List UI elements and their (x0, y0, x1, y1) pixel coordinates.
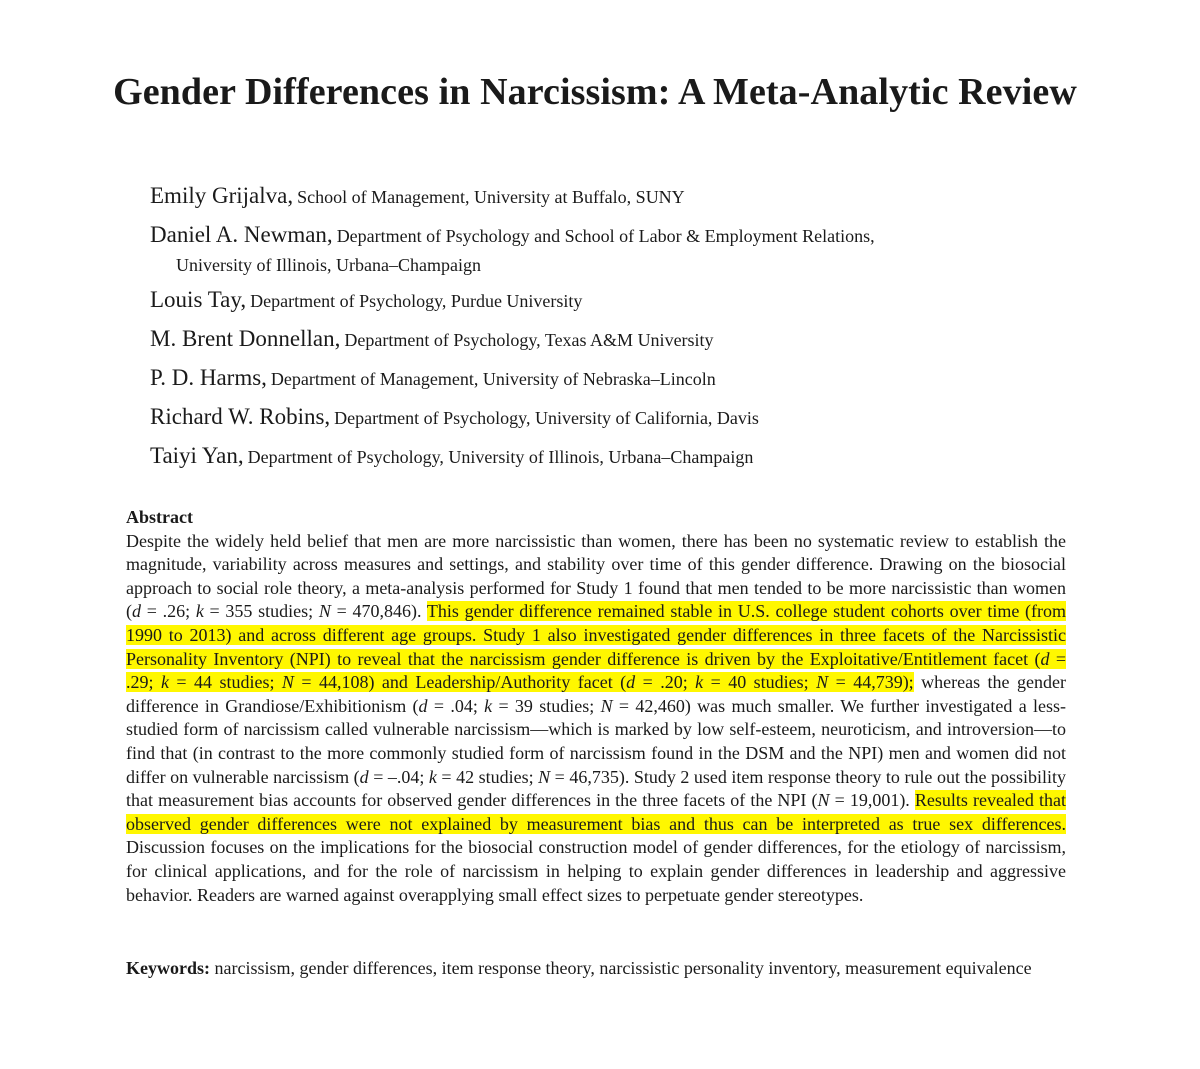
author-entry (150, 321, 1100, 360)
keywords-text: narcissism, gender differences, item response theory, narcissistic personality inventory, measurement equivalence (210, 958, 1032, 978)
author-affiliation: School of Management, University at Buffalo, SUNY (297, 187, 685, 207)
author-entry (150, 217, 1100, 278)
author-affiliation: Department of Psychology, University of California, Davis (334, 408, 759, 428)
author-name: Louis Tay, (150, 287, 247, 312)
author-name: Taiyi Yan, (150, 443, 244, 468)
keywords (126, 957, 1066, 981)
paper-title: Gender Differences in Narcissism: A Meta-Analytic Review (113, 71, 1077, 113)
author-affiliation-continued: University of Illinois, Urbana–Champaign (176, 255, 481, 275)
author-name: M. Brent Donnellan, (150, 326, 341, 351)
highlighted-passage: Results revealed that observed gender differences were not explained by measurement bias and thus can be interpreted as true sex differences. (126, 790, 1066, 834)
highlighted-passage: This gender difference remained stable in U.S. college student cohorts over time (from 1990 to 2013) and across different age groups. Study 1 also investigated gender differences in three facets of the Narcissistic Personality Inventory (NPI) to reveal that the narcissism gender difference is driven by the Exploitative/Entitlement facet (d = .29; k = 44 studies; N = 44,108) and Leadership/Authority facet (d = .20; k = 40 studies; N = 44,739); (126, 601, 1067, 693)
author-affiliation: Department of Management, University of Nebraska–Lincoln (270, 369, 716, 389)
author-affiliation: Department of Psychology and School of Labor & Employment Relations, (336, 226, 875, 246)
abstract-text: Despite the widely held belief that men are more narcissistic than women, there has been no systematic review to establish the magnitude, variability across measures and settings, and stability over time of this gender difference. Drawing on the biosocial approach to social role theory, a meta-analysis performed for Study 1 found that men tended to be more narcissistic than women (d = .26; k = 355 studies; N = 470,846). This gender difference remained stable in U.S. college student cohorts over time (from 1990 to 2013) and across different age groups. Study 1 also investigated gender differences in three facets of the Narcissistic Personality Inventory (NPI) to reveal that the narcissism gender difference is driven by the Exploitative/Entitlement facet (d = .29; k = 44 studies; N = 44,108) and Leadership/Authority facet (d = .20; k = 40 studies; N = 44,739); whereas the gender difference in Grandiose/Exhibitionism (d = .04; k = 39 studies; N = 42,460) was much smaller. We further investigated a less-studied form of narcissism called vulnerable narcissism—which is marked by low self-esteem, neuroticism, and introversion—to find that (in contrast to the more commonly studied form of narcissism found in the DSM and the NPI) men and women did not differ on vulnerable narcissism (d = –.04; k = 42 studies; N = 46,735). Study 2 used item response theory to rule out the possibility that measurement bias accounts for observed gender differences in the three facets of the NPI (N = 19,001). Results revealed that observed gender differences were not explained by measurement bias and thus can be interpreted as true sex differences. Discussion focuses on the implications for the biosocial construction model of gender differences, for the etiology of narcissism, for clinical applications, and for the role of narcissism in helping to explain gender differences in leadership and aggressive behavior. Readers are warned against overapplying small effect sizes to perpetuate gender stereotypes. (126, 530, 1067, 905)
abstract (126, 506, 1066, 907)
author-name: Emily Grijalva, (150, 183, 294, 208)
author-entry (150, 178, 1100, 217)
author-affiliation: Department of Psychology, Purdue University (250, 291, 583, 311)
author-affiliation: Department of Psychology, University of Illinois, Urbana–Champaign (247, 447, 754, 467)
author-entry (150, 360, 1100, 399)
keywords-label: Keywords: (126, 958, 210, 978)
author-name: Daniel A. Newman, (150, 222, 333, 247)
author-entry (150, 282, 1100, 321)
abstract-heading: Abstract (126, 507, 193, 527)
author-entry (150, 438, 1100, 477)
author-name: P. D. Harms, (150, 365, 267, 390)
author-affiliation: Department of Psychology, Texas A&M University (344, 330, 714, 350)
author-list (150, 178, 1100, 477)
author-name: Richard W. Robins, (150, 404, 331, 429)
author-entry (150, 399, 1100, 438)
